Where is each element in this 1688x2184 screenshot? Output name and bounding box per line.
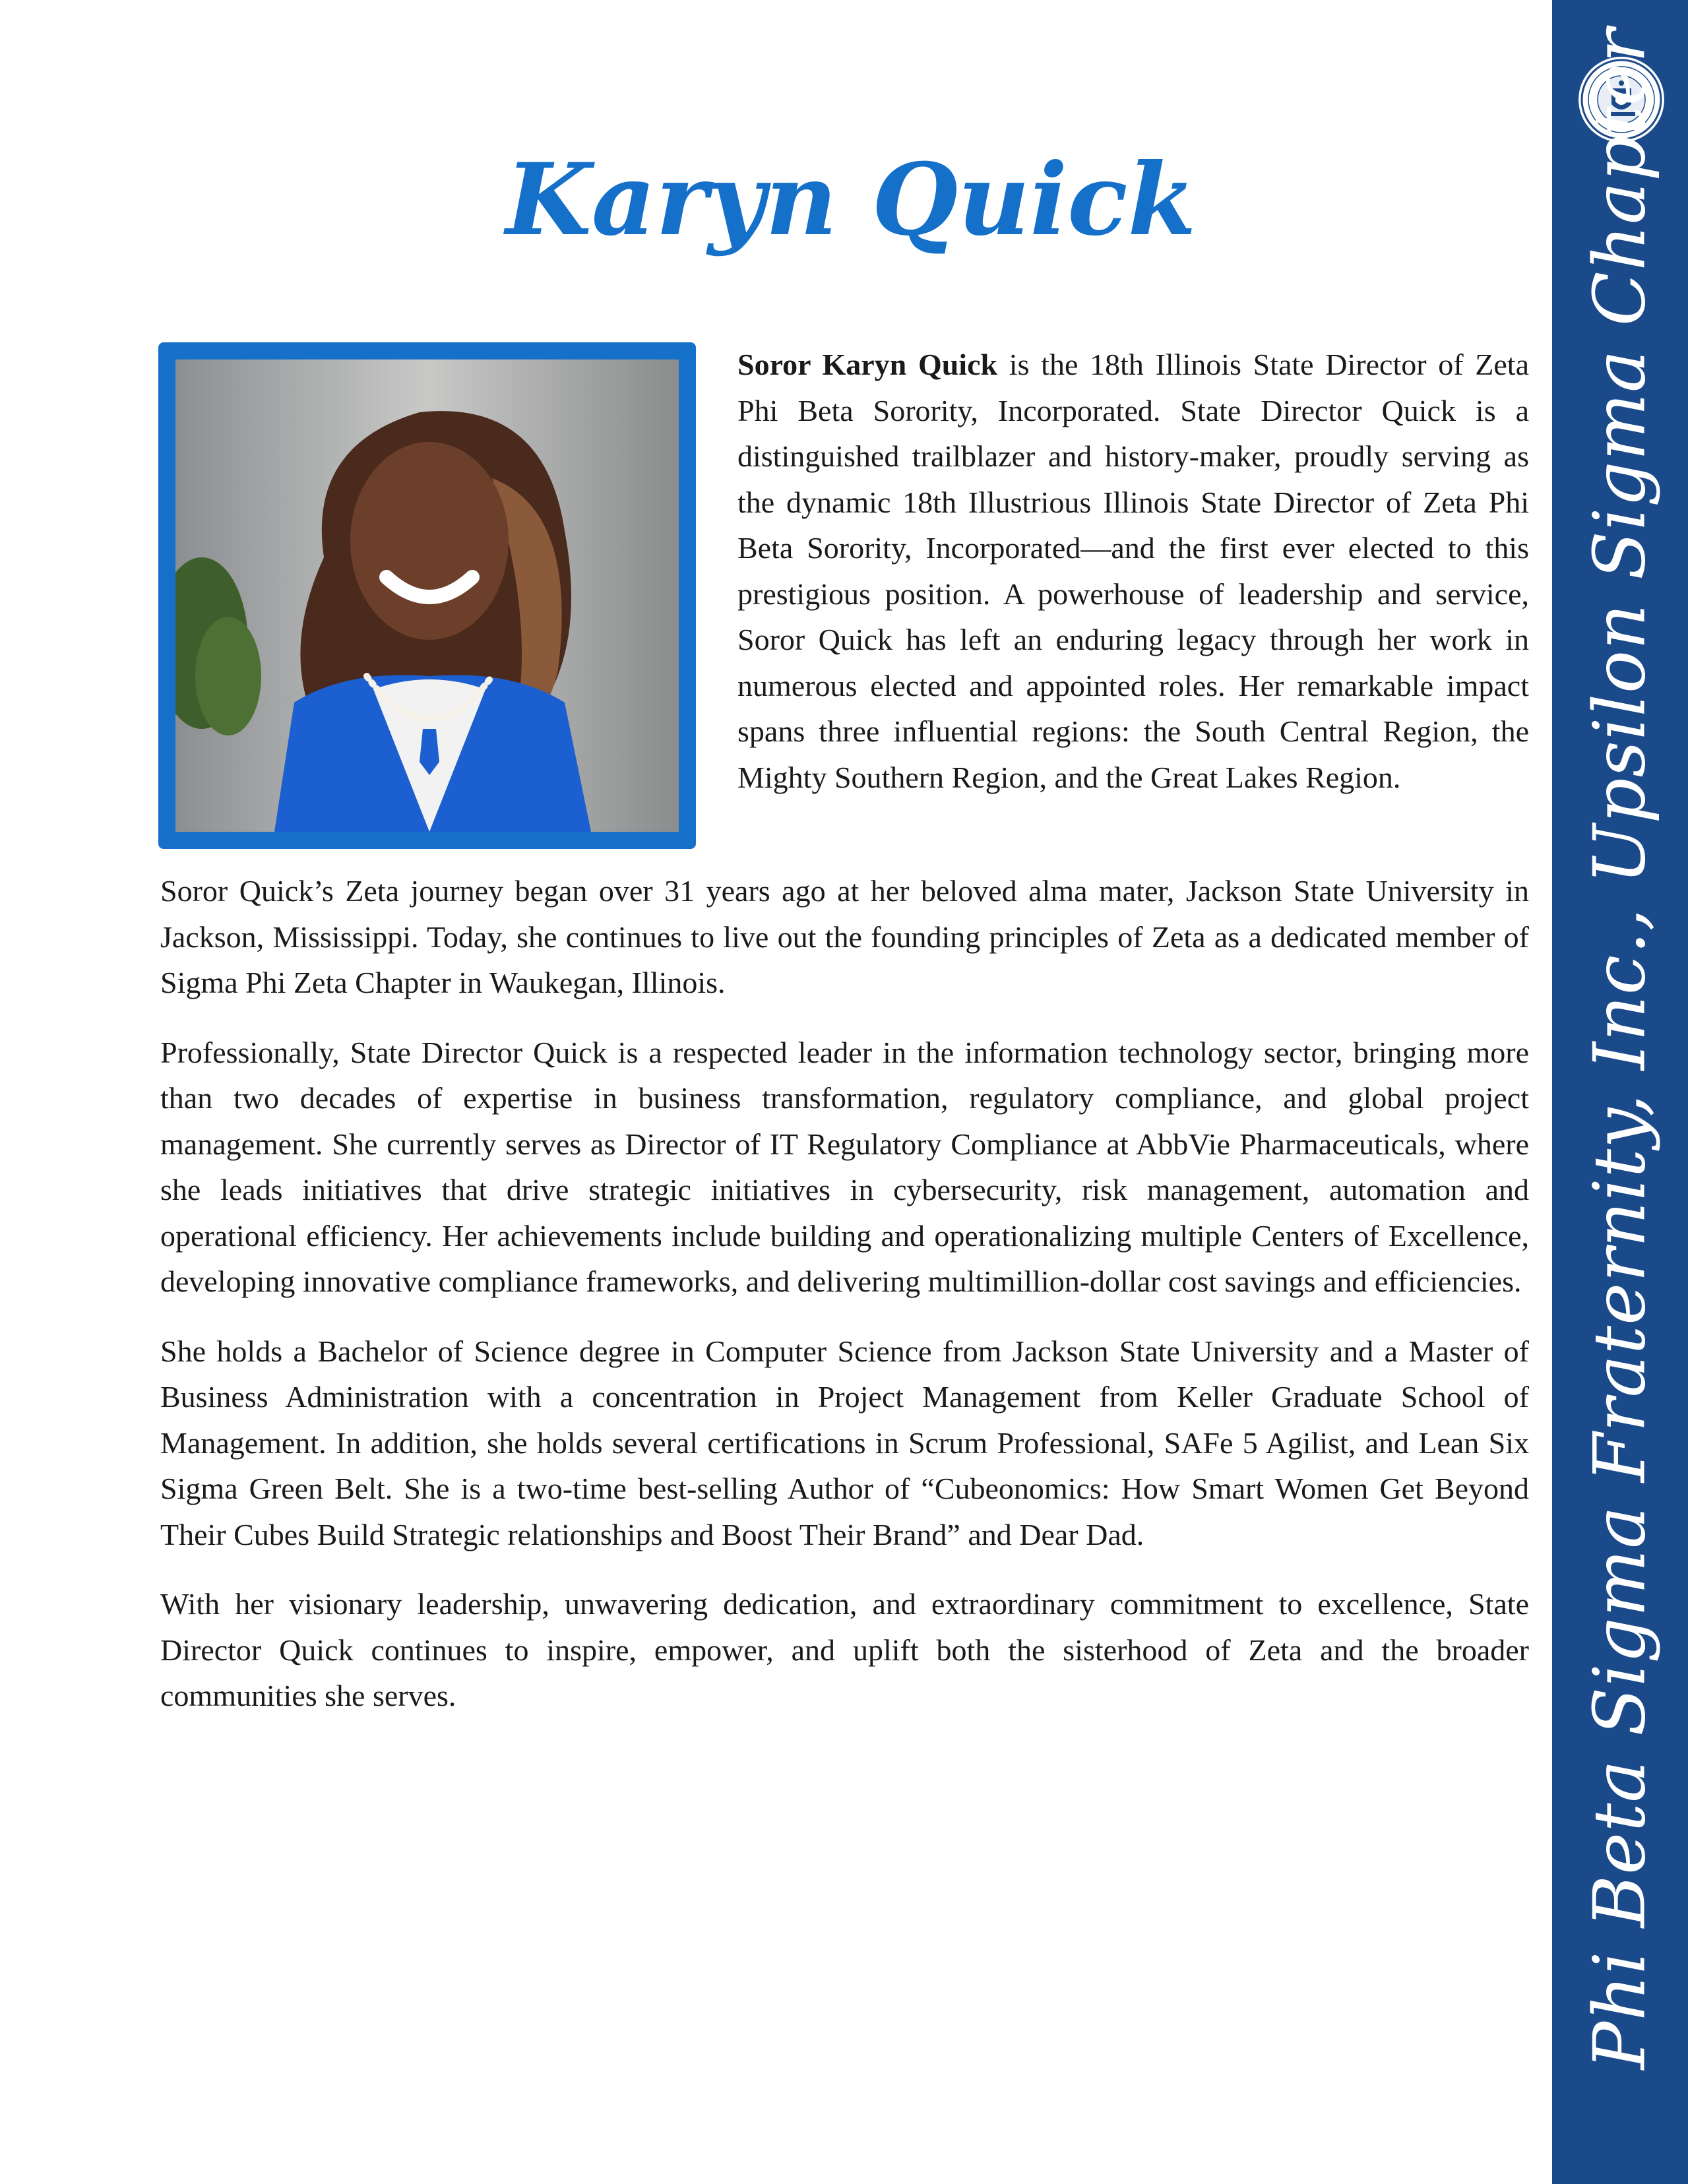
bio-paragraph-closing: With her visionary leadership, unwavering dedication, and extraordinary commitment to excellence, State Director Quick continues to inspire, empower, and uplift both the sisterhood of Zeta and the broader communities she serves. xyxy=(160,1587,1529,1712)
intro-bold-lead: Soror Karyn Quick xyxy=(737,348,998,381)
bio-paragraph-education: She holds a Bachelor of Science degree in Computer Science from Jackson State University and a Master of Business Administration with a concentration in Project Management from Keller Graduate School of Management. In addition, she holds several certifications in Scrum Professional, SAFe 5 Agilist, and Lean Six Sigma Green Belt. She is a two-time best-selling Author of “Cubeonomics: How Smart Women Get Beyond Their Cubes Build Strategic relationships and Boost Their Brand” and Dear Dad. xyxy=(160,1334,1529,1551)
portrait-frame xyxy=(158,342,696,849)
sidebar-banner xyxy=(1552,0,1688,2184)
bio-paragraph-journey: Soror Quick’s Zeta journey began over 31 years ago at her beloved alma mater, Jackson State University in Jackson, Mississippi. Today, she continues to live out the founding principles of Zeta as a dedicated member of Sigma Phi Zeta Chapter in Waukegan, Illinois. xyxy=(160,874,1529,999)
bio-body xyxy=(160,868,1529,1743)
page-title: Karyn Quick xyxy=(505,142,1197,258)
intro-text: is the 18th Illinois State Director of Zeta Phi Beta Sorority, Incorporated. State Director Quick is a distinguished trailblazer and history-maker, proudly serving as the dynamic 18th Illustrious Illinois State Director of Zeta Phi Beta Sorority, Incorporated—and the first ever elected to this prestigious position. A powerhouse of leadership and service, Soror Quick has left an enduring legacy through her work in numerous elected and appointed roles. Her remarkable impact spans three influential regions: the South Central Region, the Mighty Southern Region, and the Great Lakes Region. xyxy=(737,348,1529,794)
bio-paragraph-professional: Professionally, State Director Quick is a respected leader in the information technology sector, bringing more than two decades of expertise in business transformation, regulatory compliance, and global project management. She currently serves as Director of IT Regulatory Compliance at AbbVie Pharmaceuticals, where she leads initiatives that drive strategic initiatives in cybersecurity, risk management, automation and operational efficiency. Her achievements include building and operationalizing multiple Centers of Excellence, developing innovative compliance frameworks, and delivering multimillion-dollar cost savings and efficiencies. xyxy=(160,1035,1529,1298)
portrait-photo xyxy=(175,359,679,832)
intro-paragraph xyxy=(737,342,1529,800)
sidebar-vertical-text: Phi Beta Sigma Fraternity, Inc., Upsilon Sigma Chapter xyxy=(1579,28,1662,2070)
